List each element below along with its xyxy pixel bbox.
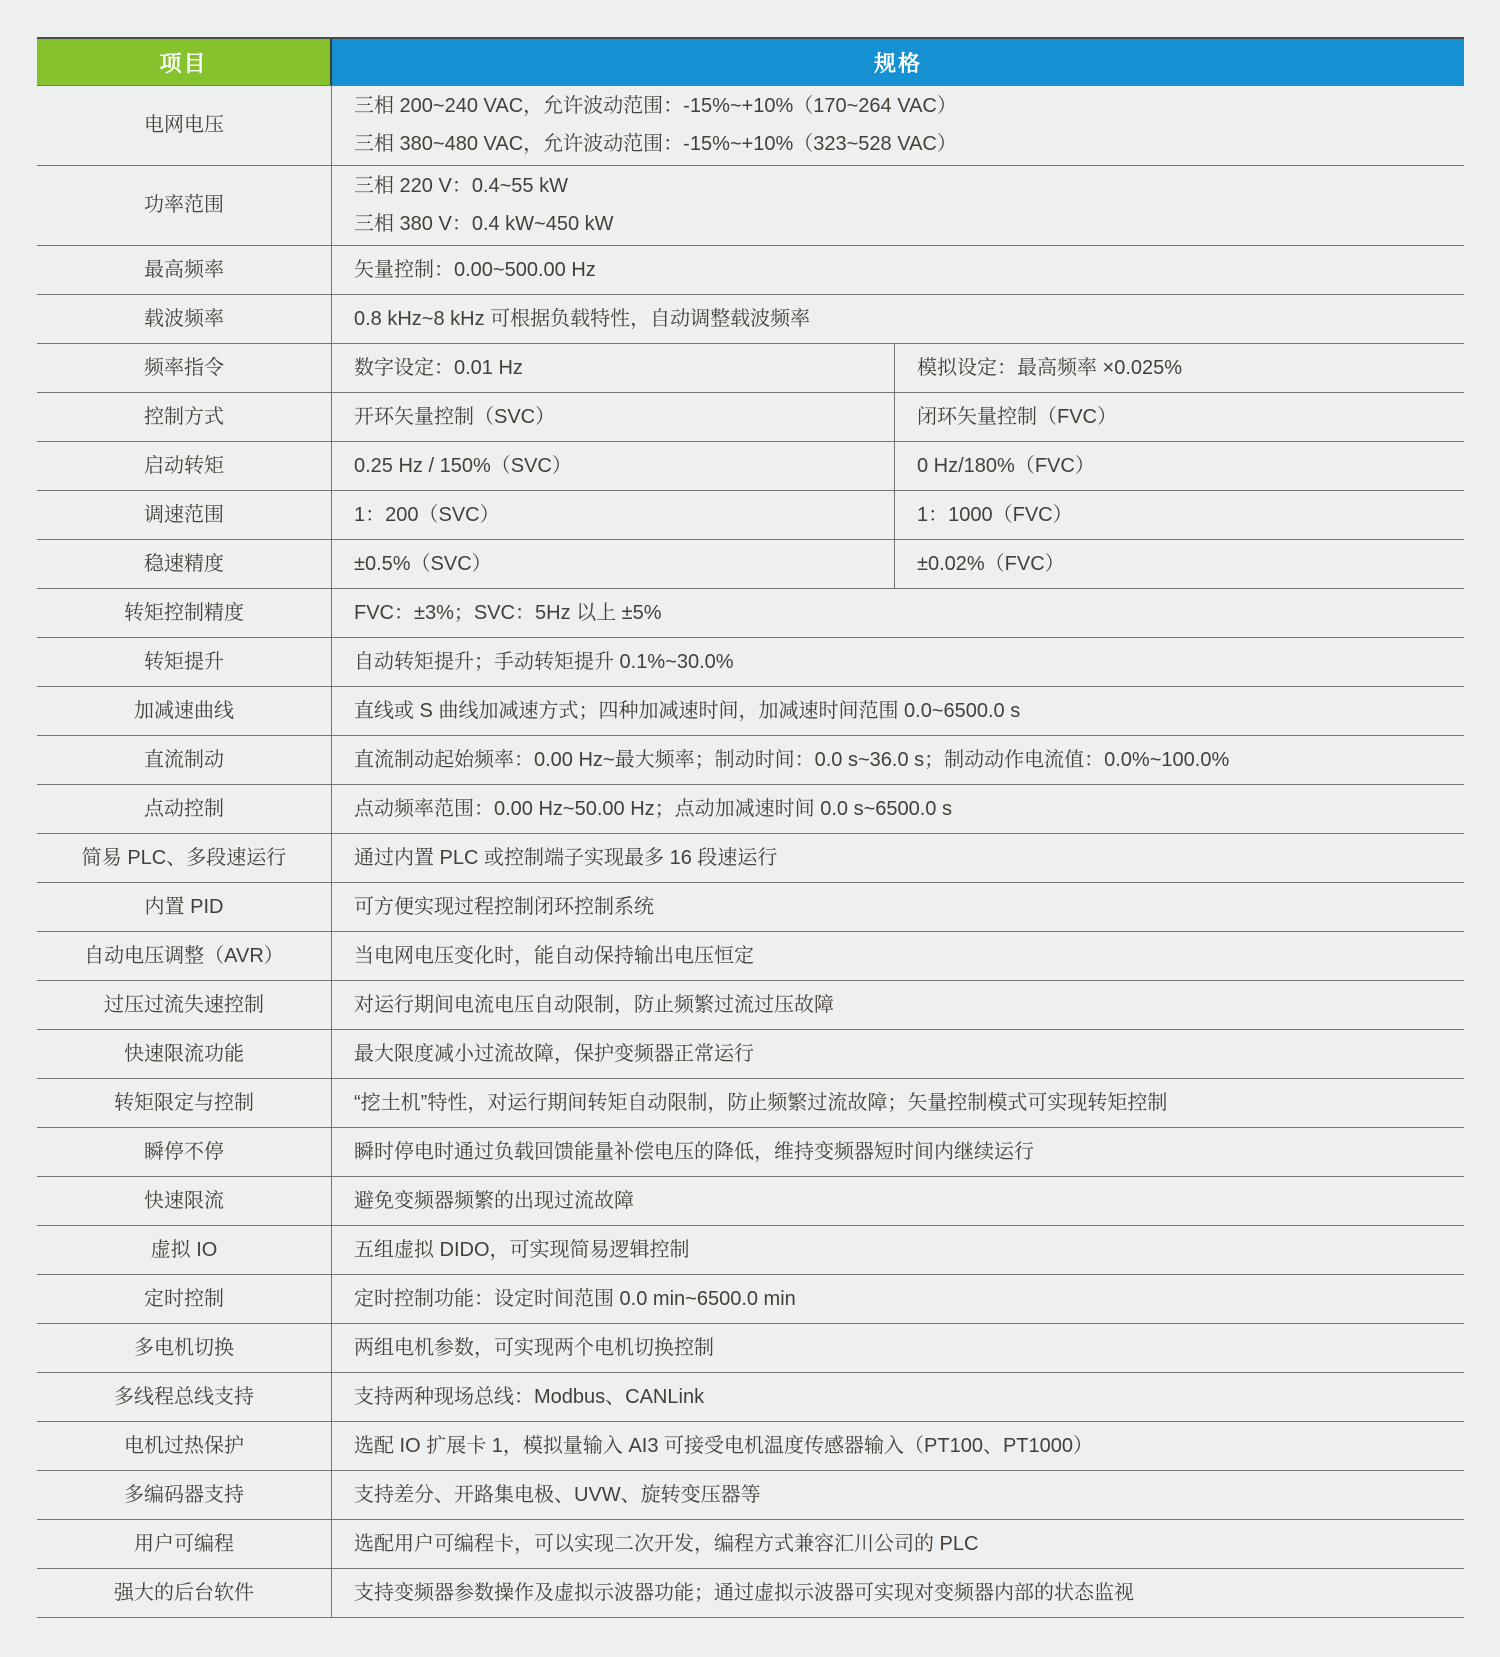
spec-table-body bbox=[37, 85, 1464, 1618]
table-row bbox=[37, 980, 1464, 1029]
table-row bbox=[37, 784, 1464, 833]
table-row bbox=[37, 1274, 1464, 1323]
header-cell-item: 项目 bbox=[37, 39, 332, 85]
table-row bbox=[37, 1372, 1464, 1421]
table-row bbox=[37, 833, 1464, 882]
spec-cell: 最大限度减小过流故障，保护变频器正常运行 bbox=[354, 1042, 754, 1065]
table-row bbox=[37, 1470, 1464, 1519]
item-cell: 转矩控制精度 bbox=[37, 589, 332, 637]
spec-cell: 0.8 kHz~8 kHz 可根据负载特性，自动调整载波频率 bbox=[354, 307, 811, 330]
spec-cell bbox=[332, 86, 1464, 165]
item-cell: 强大的后台软件 bbox=[37, 1569, 332, 1617]
table-row bbox=[37, 588, 1464, 637]
spec-table bbox=[37, 37, 1464, 1618]
item-cell: 调速范围 bbox=[37, 491, 332, 539]
spec-cell: 1：200（SVC） bbox=[332, 491, 895, 539]
table-header-row bbox=[37, 37, 1464, 85]
header-cell-spec: 规格 bbox=[332, 39, 1464, 85]
spec-line: 三相 200~240 VAC，允许波动范围：-15%~+10%（170~264 VAC） bbox=[354, 95, 957, 117]
table-row bbox=[37, 539, 1464, 588]
spec-cell: 1：1000（FVC） bbox=[917, 503, 1073, 526]
item-cell: 瞬停不停 bbox=[37, 1128, 332, 1176]
item-cell: 启动转矩 bbox=[37, 442, 332, 490]
table-row bbox=[37, 1029, 1464, 1078]
spec-cell: 定时控制功能：设定时间范围 0.0 min~6500.0 min bbox=[354, 1287, 796, 1310]
spec-cell: 直线或 S 曲线加减速方式；四种加减速时间，加减速时间范围 0.0~6500.0 s bbox=[354, 699, 1021, 722]
item-cell: 多编码器支持 bbox=[37, 1471, 332, 1519]
item-cell: 点动控制 bbox=[37, 785, 332, 833]
table-row bbox=[37, 490, 1464, 539]
spec-cell: 支持两种现场总线：Modbus、CANLink bbox=[354, 1385, 705, 1408]
item-cell: 快速限流功能 bbox=[37, 1030, 332, 1078]
spec-cell: 自动转矩提升；手动转矩提升 0.1%~30.0% bbox=[354, 650, 734, 673]
spec-cell: 开环矢量控制（SVC） bbox=[332, 393, 895, 441]
table-row bbox=[37, 686, 1464, 735]
table-row bbox=[37, 1225, 1464, 1274]
item-cell: 自动电压调整（AVR） bbox=[37, 932, 332, 980]
spec-line: 三相 380 V：0.4 kW~450 kW bbox=[354, 213, 614, 235]
item-cell: 加减速曲线 bbox=[37, 687, 332, 735]
spec-cell: 0.25 Hz / 150%（SVC） bbox=[332, 442, 895, 490]
table-row bbox=[37, 392, 1464, 441]
spec-cell: 数字设定：0.01 Hz bbox=[332, 344, 895, 392]
spec-cell: 当电网电压变化时，能自动保持输出电压恒定 bbox=[354, 944, 754, 967]
item-cell: 稳速精度 bbox=[37, 540, 332, 588]
spec-cell: 选配 IO 扩展卡 1，模拟量输入 AI3 可接受电机温度传感器输入（PT100、PT1000） bbox=[354, 1434, 1094, 1457]
spec-cell: 五组虚拟 DIDO，可实现简易逻辑控制 bbox=[354, 1238, 690, 1261]
item-cell: 虚拟 IO bbox=[37, 1226, 332, 1274]
spec-cell: 通过内置 PLC 或控制端子实现最多 16 段速运行 bbox=[354, 846, 778, 869]
spec-cell: 0 Hz/180%（FVC） bbox=[917, 454, 1095, 477]
item-cell: 直流制动 bbox=[37, 736, 332, 784]
item-cell: 转矩提升 bbox=[37, 638, 332, 686]
table-row bbox=[37, 245, 1464, 294]
spec-cell: 矢量控制：0.00~500.00 Hz bbox=[354, 258, 596, 281]
item-cell: 转矩限定与控制 bbox=[37, 1079, 332, 1127]
spec-cell: 瞬时停电时通过负载回馈能量补偿电压的降低，维持变频器短时间内继续运行 bbox=[354, 1140, 1034, 1163]
spec-cell: 支持差分、开路集电极、UVW、旋转变压器等 bbox=[354, 1483, 761, 1506]
item-cell: 最高频率 bbox=[37, 246, 332, 294]
item-cell: 简易 PLC、多段速运行 bbox=[37, 834, 332, 882]
table-row bbox=[37, 441, 1464, 490]
table-row bbox=[37, 735, 1464, 784]
table-row bbox=[37, 1323, 1464, 1372]
spec-cell: 可方便实现过程控制闭环控制系统 bbox=[354, 895, 654, 918]
spec-cell: 模拟设定：最高频率 ×0.025% bbox=[917, 356, 1183, 379]
table-row bbox=[37, 165, 1464, 245]
item-cell: 多线程总线支持 bbox=[37, 1373, 332, 1421]
item-cell: 电网电压 bbox=[37, 86, 332, 165]
table-row bbox=[37, 1078, 1464, 1127]
table-row bbox=[37, 637, 1464, 686]
table-row bbox=[37, 1568, 1464, 1617]
spec-cell: 闭环矢量控制（FVC） bbox=[917, 405, 1117, 428]
spec-cell: 对运行期间电流电压自动限制，防止频繁过流过压故障 bbox=[354, 993, 834, 1016]
item-cell: 载波频率 bbox=[37, 295, 332, 343]
table-row bbox=[37, 931, 1464, 980]
spec-cell: ±0.02%（FVC） bbox=[917, 552, 1065, 575]
item-cell: 用户可编程 bbox=[37, 1520, 332, 1568]
spec-cell bbox=[332, 166, 1464, 245]
table-row bbox=[37, 1421, 1464, 1470]
item-cell: 功率范围 bbox=[37, 166, 332, 245]
spec-cell: FVC：±3%；SVC：5Hz 以上 ±5% bbox=[354, 601, 662, 624]
item-cell: 快速限流 bbox=[37, 1177, 332, 1225]
item-cell: 内置 PID bbox=[37, 883, 332, 931]
table-row bbox=[37, 85, 1464, 165]
item-cell: 频率指令 bbox=[37, 344, 332, 392]
spec-cell: 支持变频器参数操作及虚拟示波器功能；通过虚拟示波器可实现对变频器内部的状态监视 bbox=[354, 1581, 1134, 1604]
spec-line: 三相 220 V：0.4~55 kW bbox=[354, 175, 568, 197]
spec-cell: 选配用户可编程卡，可以实现二次开发，编程方式兼容汇川公司的 PLC bbox=[354, 1532, 979, 1555]
item-cell: 多电机切换 bbox=[37, 1324, 332, 1372]
spec-cell: 两组电机参数，可实现两个电机切换控制 bbox=[354, 1336, 714, 1359]
table-row bbox=[37, 882, 1464, 931]
item-cell: 电机过热保护 bbox=[37, 1422, 332, 1470]
table-row bbox=[37, 1127, 1464, 1176]
spec-cell: “挖土机”特性，对运行期间转矩自动限制，防止频繁过流故障；矢量控制模式可实现转矩控制 bbox=[354, 1091, 1168, 1114]
spec-cell: 避免变频器频繁的出现过流故障 bbox=[354, 1189, 634, 1212]
spec-cell: 点动频率范围：0.00 Hz~50.00 Hz；点动加减速时间 0.0 s~6500.0 s bbox=[354, 797, 952, 820]
spec-line: 三相 380~480 VAC，允许波动范围：-15%~+10%（323~528 VAC） bbox=[354, 133, 957, 155]
spec-cell: 直流制动起始频率：0.00 Hz~最大频率；制动时间：0.0 s~36.0 s；制动动作电流值：0.0%~100.0% bbox=[354, 748, 1230, 771]
table-row bbox=[37, 1519, 1464, 1568]
item-cell: 过压过流失速控制 bbox=[37, 981, 332, 1029]
table-row bbox=[37, 294, 1464, 343]
table-row bbox=[37, 1176, 1464, 1225]
spec-cell: ±0.5%（SVC） bbox=[332, 540, 895, 588]
item-cell: 定时控制 bbox=[37, 1275, 332, 1323]
table-row bbox=[37, 343, 1464, 392]
item-cell: 控制方式 bbox=[37, 393, 332, 441]
